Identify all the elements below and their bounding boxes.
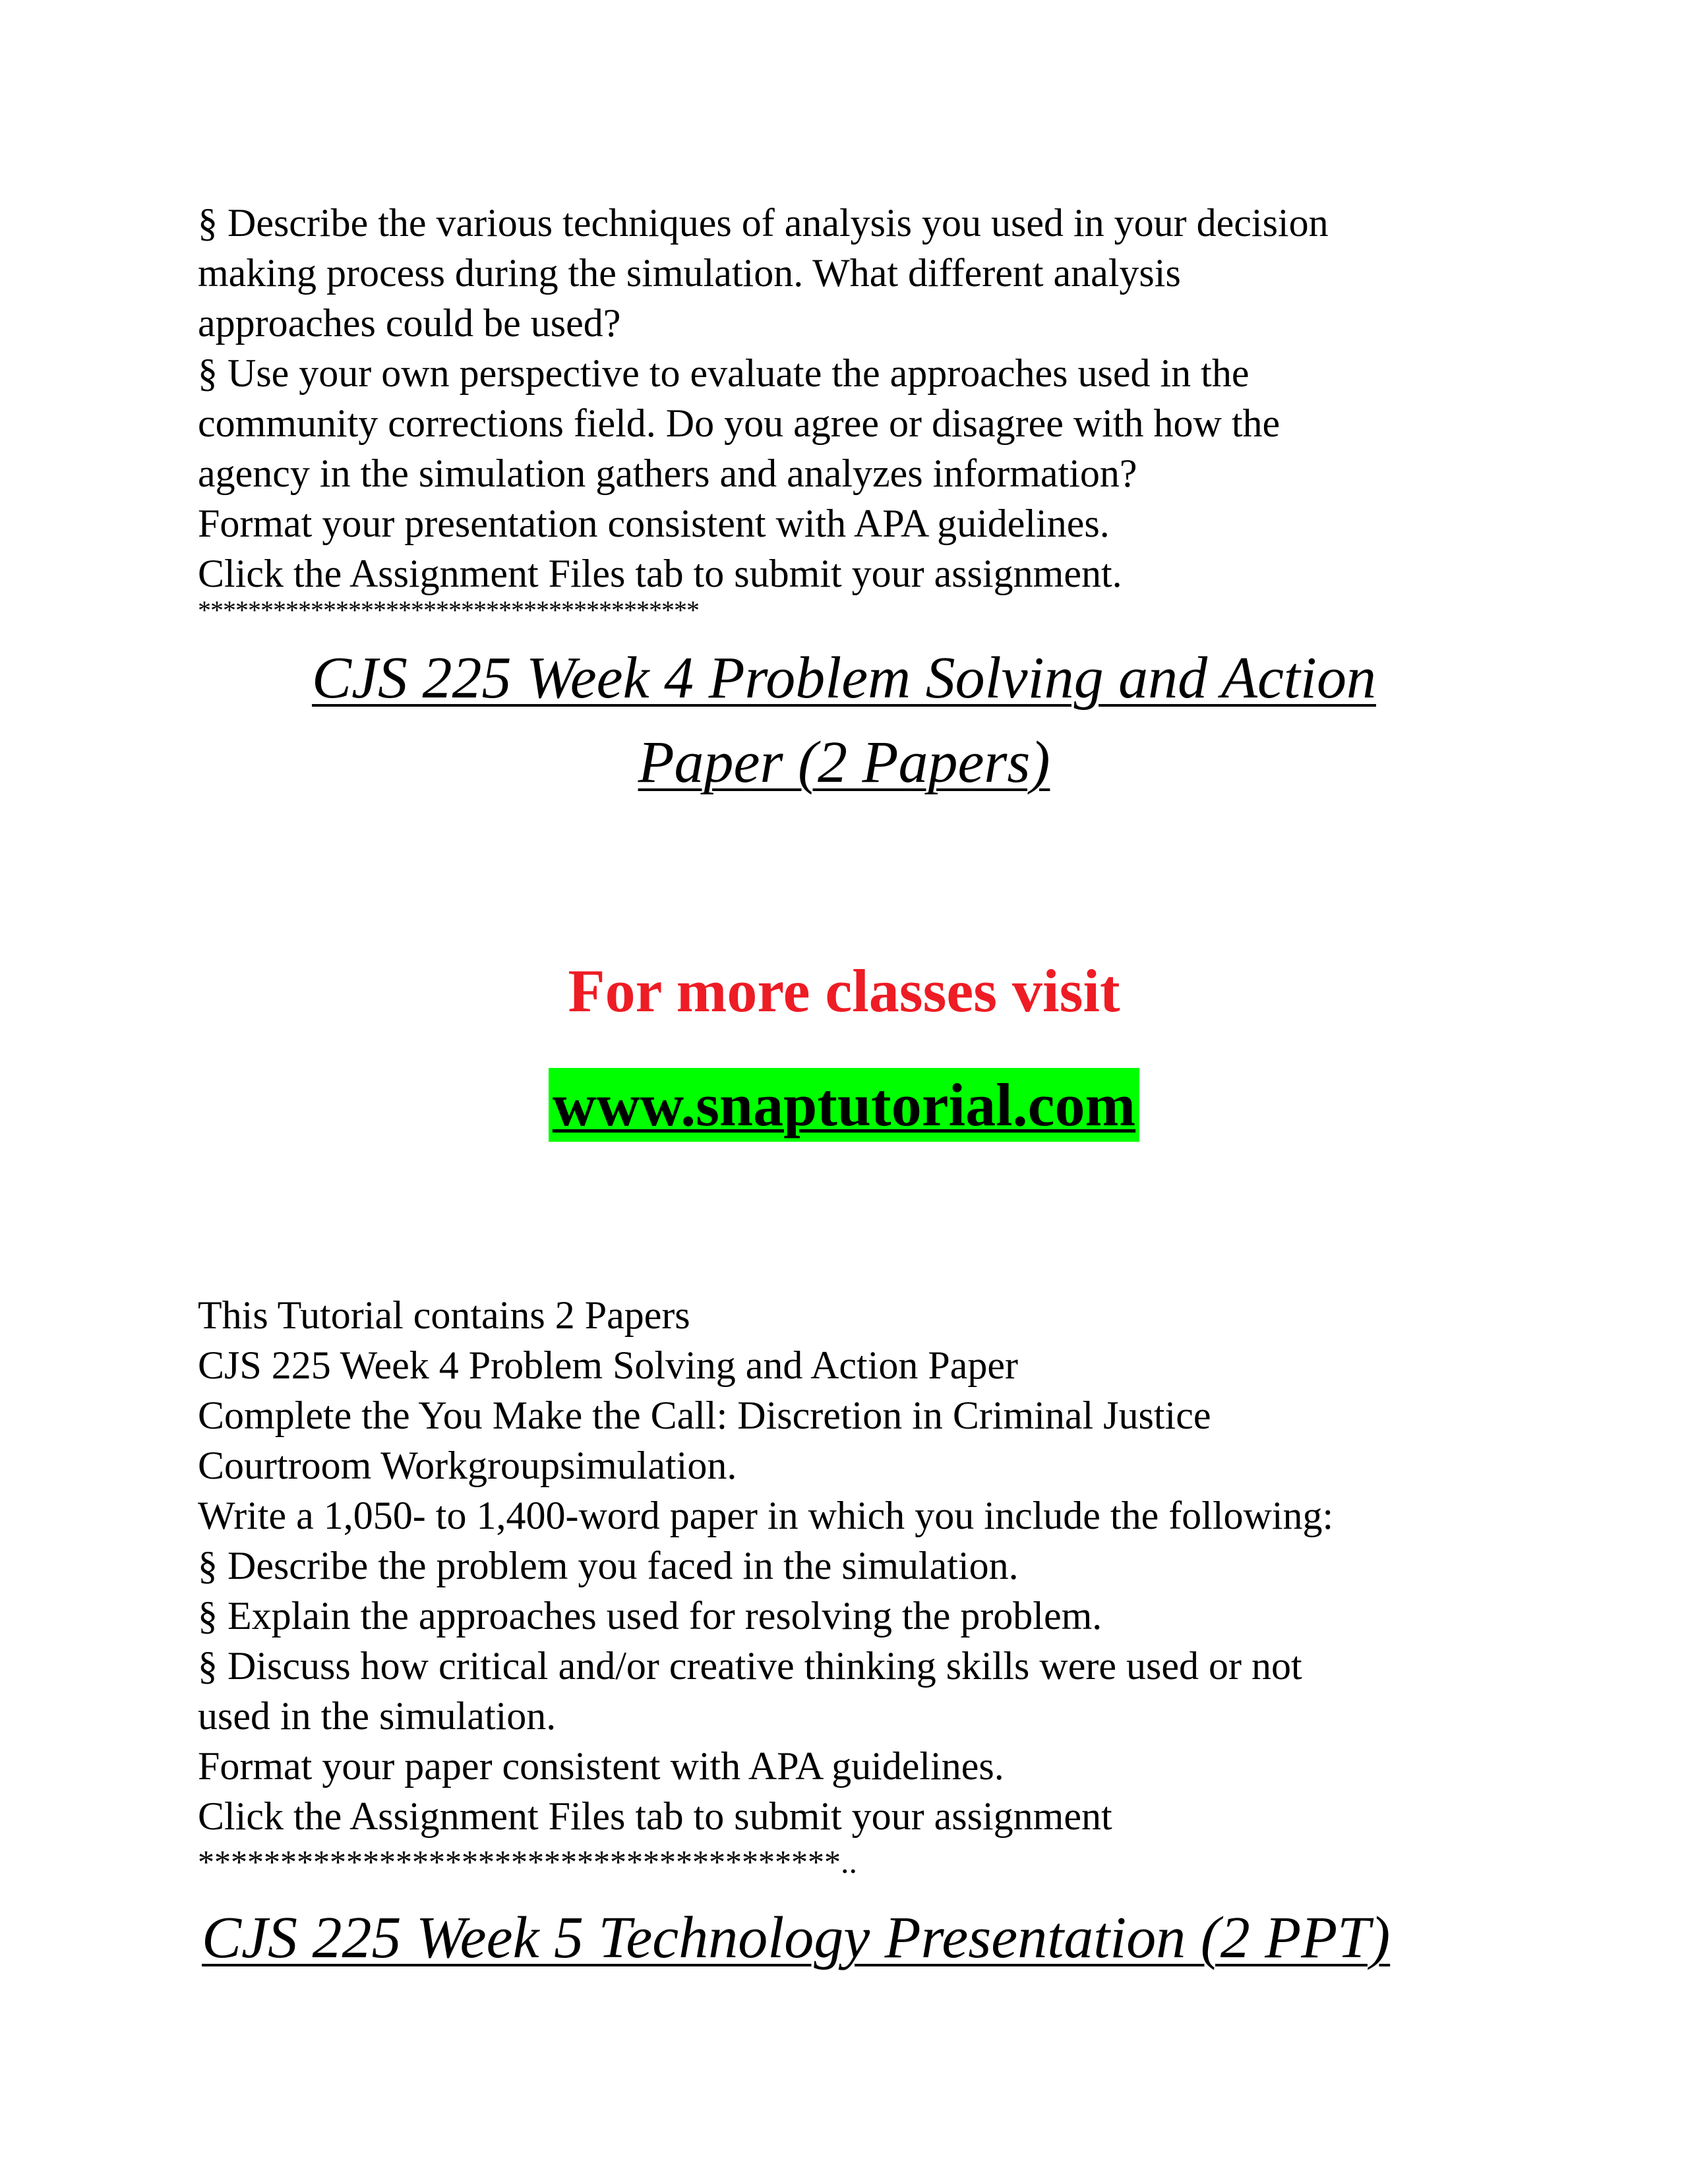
text-line: CJS 225 Week 4 Problem Solving and Action Paper: [198, 1343, 1019, 1387]
promo-link[interactable]: www.snaptutorial.com: [549, 1068, 1139, 1142]
heading-week5: CJS 225 Week 5 Technology Presentation (2 PPT): [202, 1905, 1391, 1970]
promo-text: For more classes visit: [568, 957, 1120, 1024]
text-line: Courtroom Workgroupsimulation.: [198, 1444, 737, 1487]
text-line: community corrections field. Do you agree or disagree with how the: [198, 401, 1281, 445]
text-line: approaches could be used?: [198, 301, 621, 345]
text-line: Format your paper consistent with APA guidelines.: [198, 1744, 1004, 1788]
heading-week4-line1: CJS 225 Week 4 Problem Solving and Action: [312, 645, 1376, 711]
text-line: used in the simulation.: [198, 1694, 557, 1738]
text-line: Click the Assignment Files tab to submit your assignment: [198, 1794, 1112, 1838]
separator-line: ****************************************: [198, 595, 699, 625]
separator-line: ***************************************..: [198, 1843, 857, 1880]
text-line: Write a 1,050- to 1,400-word paper in which you include the following:: [198, 1494, 1334, 1537]
heading-week4-line2: Paper (2 Papers): [638, 730, 1050, 795]
text-line: § Describe the problem you faced in the simulation.: [198, 1544, 1019, 1587]
text-line: § Describe the various techniques of analysis you used in your decision: [198, 201, 1329, 245]
text-line: § Discuss how critical and/or creative thinking skills were used or not: [198, 1644, 1302, 1688]
top-instructions: [198, 198, 1517, 599]
text-line: This Tutorial contains 2 Papers: [198, 1293, 690, 1337]
text-line: agency in the simulation gathers and analyzes information?: [198, 452, 1137, 495]
week4-instructions: [198, 1290, 1517, 1841]
text-line: § Explain the approaches used for resolving the problem.: [198, 1594, 1102, 1638]
text-line: making process during the simulation. What different analysis: [198, 251, 1181, 295]
text-line: § Use your own perspective to evaluate the approaches used in the: [198, 351, 1250, 395]
text-line: Click the Assignment Files tab to submit your assignment.: [198, 552, 1122, 595]
text-line: Complete the You Make the Call: Discretion in Criminal Justice: [198, 1394, 1211, 1437]
promo-link-wrap: [0, 1068, 1688, 1142]
text-line: Format your presentation consistent with APA guidelines.: [198, 502, 1110, 545]
